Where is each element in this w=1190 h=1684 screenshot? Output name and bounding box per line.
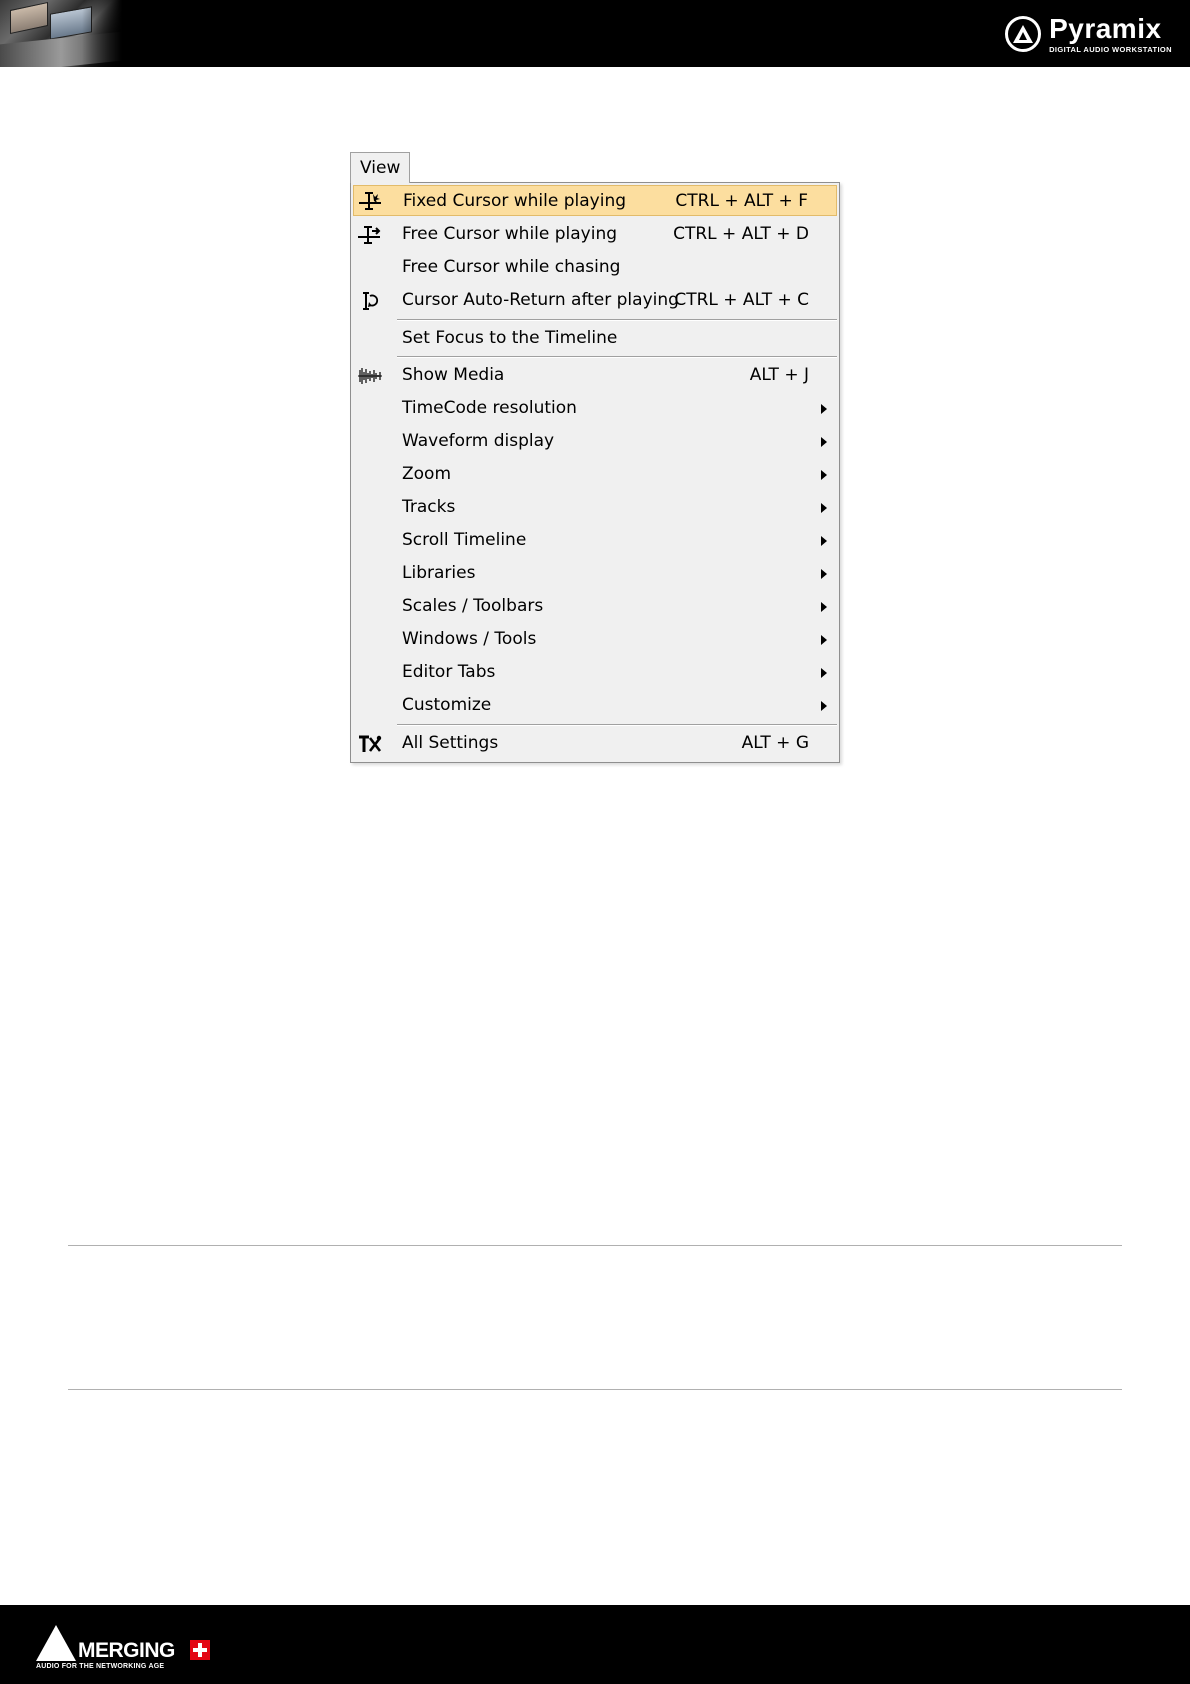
submenu-arrow-icon: [821, 470, 827, 480]
free-cursor-icon: [357, 225, 383, 245]
menu-item-free-cursor-chasing[interactable]: Free Cursor while chasing: [402, 257, 621, 277]
menu-item-set-focus-timeline[interactable]: Set Focus to the Timeline: [402, 328, 618, 348]
menu-item-waveform-display[interactable]: Waveform display: [351, 425, 839, 458]
merging-logo-icon: [36, 1625, 80, 1663]
menu-separator: [397, 356, 837, 358]
waveform-icon: [357, 366, 383, 386]
horizontal-rule: [68, 1245, 1122, 1246]
menu-item-scales-toolbars[interactable]: Scales / Toolbars: [351, 590, 839, 623]
submenu-arrow-icon: [821, 668, 827, 678]
submenu-arrow-icon: [821, 635, 827, 645]
pyramix-logo: [1005, 12, 1172, 56]
pyramix-logo-icon: [1005, 16, 1041, 52]
settings-tools-icon: [357, 734, 383, 754]
fixed-cursor-icon: [358, 191, 384, 211]
menu-separator: [397, 724, 837, 726]
menu-item-editor-tabs[interactable]: Editor Tabs: [351, 656, 839, 689]
submenu-arrow-icon: [821, 569, 827, 579]
brand-name: Pyramix: [1049, 12, 1162, 44]
auto-return-icon: [357, 291, 383, 311]
submenu-arrow-icon: [821, 503, 827, 513]
menu-item-all-settings[interactable]: All Settings ALT + G: [351, 727, 839, 760]
menu-item-free-cursor-playing[interactable]: Free Cursor while playing CTRL + ALT + D: [351, 218, 839, 251]
footer-brand-tagline: AUDIO FOR THE NETWORKING AGE: [36, 1663, 165, 1670]
page-header: [0, 0, 1190, 67]
submenu-arrow-icon: [821, 536, 827, 546]
page-footer: [0, 1605, 1190, 1684]
menu-item-fixed-cursor[interactable]: Fixed Cursor while playing CTRL + ALT + F: [353, 185, 837, 216]
menu-separator: [397, 319, 837, 321]
menu-item-libraries[interactable]: Libraries: [351, 557, 839, 590]
studio-photo: [0, 0, 122, 67]
submenu-arrow-icon: [821, 602, 827, 612]
submenu-arrow-icon: [821, 437, 827, 447]
footer-brand-name: MERGING: [78, 1639, 175, 1662]
view-menu: [350, 182, 840, 763]
menu-item-show-media[interactable]: Show Media ALT + J: [351, 359, 839, 392]
menu-item-windows-tools[interactable]: Windows / Tools: [351, 623, 839, 656]
merging-logo: [36, 1625, 226, 1675]
swiss-cross-icon: [190, 1640, 210, 1660]
submenu-arrow-icon: [821, 701, 827, 711]
brand-tagline: DIGITAL AUDIO WORKSTATION: [1049, 44, 1172, 54]
menu-item-timecode-resolution[interactable]: TimeCode resolution: [351, 392, 839, 425]
menu-item-scroll-timeline[interactable]: Scroll Timeline: [351, 524, 839, 557]
menu-item-cursor-auto-return[interactable]: Cursor Auto-Return after playing CTRL + ALT + C: [351, 284, 839, 317]
horizontal-rule: [68, 1389, 1122, 1390]
menu-item-tracks[interactable]: Tracks: [351, 491, 839, 524]
menu-item-zoom[interactable]: Zoom: [351, 458, 839, 491]
menu-view-tab[interactable]: View: [350, 152, 410, 183]
submenu-arrow-icon: [821, 404, 827, 414]
menu-item-customize[interactable]: Customize: [351, 689, 839, 722]
